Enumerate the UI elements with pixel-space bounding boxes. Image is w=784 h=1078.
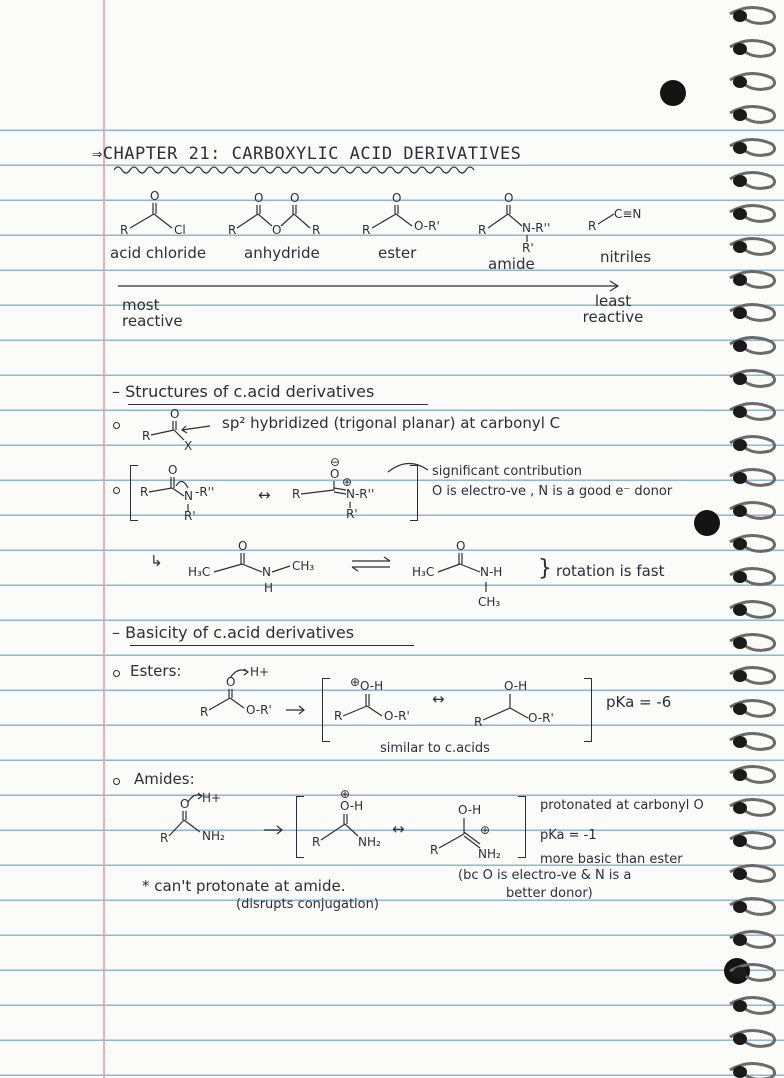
svg-text:R: R	[140, 485, 149, 499]
carbonyl-sp2-structure	[142, 408, 222, 452]
esters-similar: similar to c.acids	[380, 741, 490, 756]
svg-text:R: R	[292, 487, 301, 501]
ester-resonance-arrow: ↔	[432, 690, 445, 708]
svg-text:H+: H+	[250, 665, 270, 679]
rotation-note: rotation is fast	[556, 562, 665, 580]
amide-structure	[478, 190, 578, 256]
acid-chloride-label: acid chloride	[110, 244, 207, 262]
paper-top-margin	[0, 0, 784, 128]
spiral-hole	[733, 505, 747, 517]
spiral-binding	[724, 0, 784, 1078]
svg-text:⊕: ⊕	[350, 675, 361, 689]
spiral-hole	[733, 637, 747, 649]
svg-text:CH₃: CH₃	[478, 595, 501, 609]
amide-resonance-arrow: ↔	[392, 820, 405, 838]
svg-text:C≡N: C≡N	[614, 207, 642, 221]
amide-protonation-start	[160, 790, 290, 846]
cant-note: * can't protonate at amide.	[142, 877, 346, 895]
cant-note2: (disrupts conjugation)	[236, 897, 379, 912]
svg-text:H₃C: H₃C	[188, 565, 211, 579]
ester-protonation-start	[200, 660, 310, 720]
svg-text:Cl: Cl	[174, 223, 186, 237]
svg-text:O: O	[238, 539, 248, 553]
nitrile-structure	[588, 200, 678, 240]
spiral-hole	[733, 604, 747, 616]
spiral-hole	[733, 967, 747, 979]
rotation-brace: }	[538, 556, 552, 581]
structures-underline	[128, 404, 428, 405]
spiral-hole	[733, 109, 747, 121]
spiral-hole	[733, 373, 747, 385]
sub-arrow: ↳	[150, 552, 163, 570]
svg-text:NH₂: NH₂	[202, 829, 225, 843]
ester-label: ester	[378, 244, 417, 262]
svg-text:H+: H+	[202, 791, 222, 805]
spiral-hole	[733, 439, 747, 451]
svg-text:R: R	[362, 223, 371, 237]
spiral-hole	[733, 208, 747, 220]
esters-pka: pKa = -6	[606, 693, 672, 711]
svg-text:R: R	[430, 843, 439, 857]
svg-text:N-H: N-H	[480, 565, 503, 579]
svg-text:O-H: O-H	[360, 679, 384, 693]
svg-text:H₃C: H₃C	[412, 565, 435, 579]
esters-label: Esters:	[130, 662, 182, 680]
page-title: ⇒CHAPTER 21: CARBOXYLIC ACID DERIVATIVES	[92, 144, 522, 164]
svg-text:X: X	[184, 439, 193, 453]
spiral-hole	[733, 142, 747, 154]
svg-text:R: R	[474, 715, 483, 729]
svg-text:R: R	[142, 429, 151, 443]
least-reactive-label: least reactive	[582, 292, 644, 326]
amide-cis	[412, 540, 542, 614]
svg-text:O-R': O-R'	[528, 711, 554, 725]
svg-text:O: O	[456, 539, 466, 553]
electro-note: O is electro-ve , N is a good e⁻ donor	[432, 484, 673, 499]
spiral-hole	[733, 472, 747, 484]
amide-bracket-right	[518, 796, 526, 858]
svg-text:R: R	[120, 223, 129, 237]
svg-text:R': R'	[184, 509, 196, 523]
svg-text:⊕: ⊕	[342, 475, 353, 489]
amides-note4: better donor)	[506, 886, 593, 901]
most-reactive-label: most reactive	[122, 296, 183, 330]
spiral-hole	[733, 175, 747, 187]
binder-hole	[660, 80, 686, 106]
spiral-hole	[733, 76, 747, 88]
spiral-hole	[733, 571, 747, 583]
equilibrium-arrows	[350, 556, 394, 572]
svg-text:O: O	[226, 675, 236, 689]
resonance-arrow: ↔	[258, 486, 271, 504]
spiral-hole	[733, 835, 747, 847]
svg-text:R: R	[228, 223, 237, 237]
svg-text:⊖: ⊖	[330, 455, 341, 469]
amide-label: amide	[488, 255, 535, 273]
spiral-hole	[733, 307, 747, 319]
amides-label: Amides:	[134, 770, 195, 788]
svg-text:R': R'	[522, 241, 534, 255]
svg-text:O: O	[392, 191, 402, 205]
ester-protonated-2	[474, 676, 584, 736]
bullet	[113, 778, 120, 785]
spiral-hole	[733, 274, 747, 286]
svg-text:O-H: O-H	[340, 799, 364, 813]
ester-bracket-right	[584, 678, 592, 742]
svg-text:R: R	[312, 223, 321, 237]
spiral-hole	[733, 901, 747, 913]
spiral-hole	[733, 670, 747, 682]
svg-text:⊕: ⊕	[480, 823, 491, 837]
svg-text:O: O	[170, 407, 180, 421]
anhydride-label: anhydride	[244, 244, 320, 262]
spiral-hole	[733, 736, 747, 748]
amide-trans	[188, 540, 338, 594]
spiral-hole	[733, 340, 747, 352]
amides-note2: more basic than ester	[540, 852, 683, 867]
svg-text:R: R	[478, 223, 487, 237]
anhydride-structure	[228, 190, 338, 240]
spiral-hole	[733, 406, 747, 418]
svg-text:O: O	[168, 463, 178, 477]
spiral-hole	[733, 241, 747, 253]
bullet	[113, 487, 120, 494]
svg-text:⊕: ⊕	[340, 787, 351, 801]
spiral-hole	[733, 1033, 747, 1045]
svg-text:R: R	[588, 219, 597, 233]
svg-text:O-R': O-R'	[246, 703, 272, 717]
svg-text:O-R': O-R'	[414, 219, 440, 233]
basicity-heading: – Basicity of c.acid derivatives	[112, 623, 355, 642]
svg-text:O-H: O-H	[458, 803, 482, 817]
title-underline	[114, 164, 484, 176]
svg-text:R': R'	[346, 507, 358, 521]
spiral-hole	[733, 1066, 747, 1078]
svg-text:N-R'': N-R''	[522, 221, 551, 235]
reactivity-arrow	[118, 278, 628, 294]
svg-text:O-R': O-R'	[384, 709, 410, 723]
svg-text:O: O	[330, 467, 340, 481]
nitriles-label: nitriles	[600, 248, 652, 266]
svg-text:O: O	[150, 189, 160, 203]
basicity-underline	[130, 645, 414, 646]
svg-text:O-H: O-H	[504, 679, 528, 693]
svg-text:N-R'': N-R''	[346, 487, 375, 501]
svg-text:R: R	[312, 835, 321, 849]
spiral-hole	[733, 10, 747, 22]
amides-note1: protonated at carbonyl O	[540, 798, 704, 813]
spiral-hole	[733, 1000, 747, 1012]
bullet	[113, 670, 120, 677]
spiral-hole	[733, 703, 747, 715]
bullet	[113, 422, 120, 429]
sp2-note: sp² hybridized (trigonal planar) at carbonyl C	[222, 414, 561, 432]
spiral-hole	[733, 538, 747, 550]
svg-text:O: O	[254, 191, 264, 205]
spiral-hole	[733, 802, 747, 814]
spiral-hole	[733, 934, 747, 946]
svg-text:O: O	[504, 191, 514, 205]
amides-note3: (bc O is electro-ve & N is a	[458, 868, 632, 883]
svg-text:R: R	[160, 831, 169, 845]
ester-protonated-1	[334, 674, 444, 734]
amide-protonated-1	[312, 788, 402, 852]
svg-text:N: N	[262, 565, 271, 579]
svg-text:N: N	[184, 489, 193, 503]
svg-text:CH₃: CH₃	[292, 559, 315, 573]
svg-text:R: R	[200, 705, 209, 719]
contribution-note: significant contribution	[432, 464, 583, 479]
ester-bracket-left	[322, 678, 330, 742]
binder-hole	[694, 510, 720, 536]
svg-text:H: H	[264, 581, 274, 595]
resonance-bracket-left	[130, 465, 138, 521]
spiral-hole	[733, 769, 747, 781]
svg-text:O: O	[180, 797, 190, 811]
svg-text:NH₂: NH₂	[478, 847, 501, 861]
acid-chloride-structure	[120, 190, 200, 240]
svg-text:O: O	[272, 223, 282, 237]
svg-text:O: O	[290, 191, 300, 205]
spiral-hole	[733, 43, 747, 55]
svg-text:R: R	[334, 709, 343, 723]
ester-structure	[362, 190, 462, 240]
amide-resonance-1	[140, 462, 270, 522]
amides-pka: pKa = -1	[540, 828, 597, 843]
svg-text:NH₂: NH₂	[358, 835, 381, 849]
svg-text:-R'': -R''	[195, 485, 215, 499]
structures-heading: – Structures of c.acid derivatives	[112, 382, 375, 401]
spiral-hole	[733, 868, 747, 880]
amide-protonated-2	[430, 800, 530, 864]
amide-bracket-left	[296, 796, 304, 858]
